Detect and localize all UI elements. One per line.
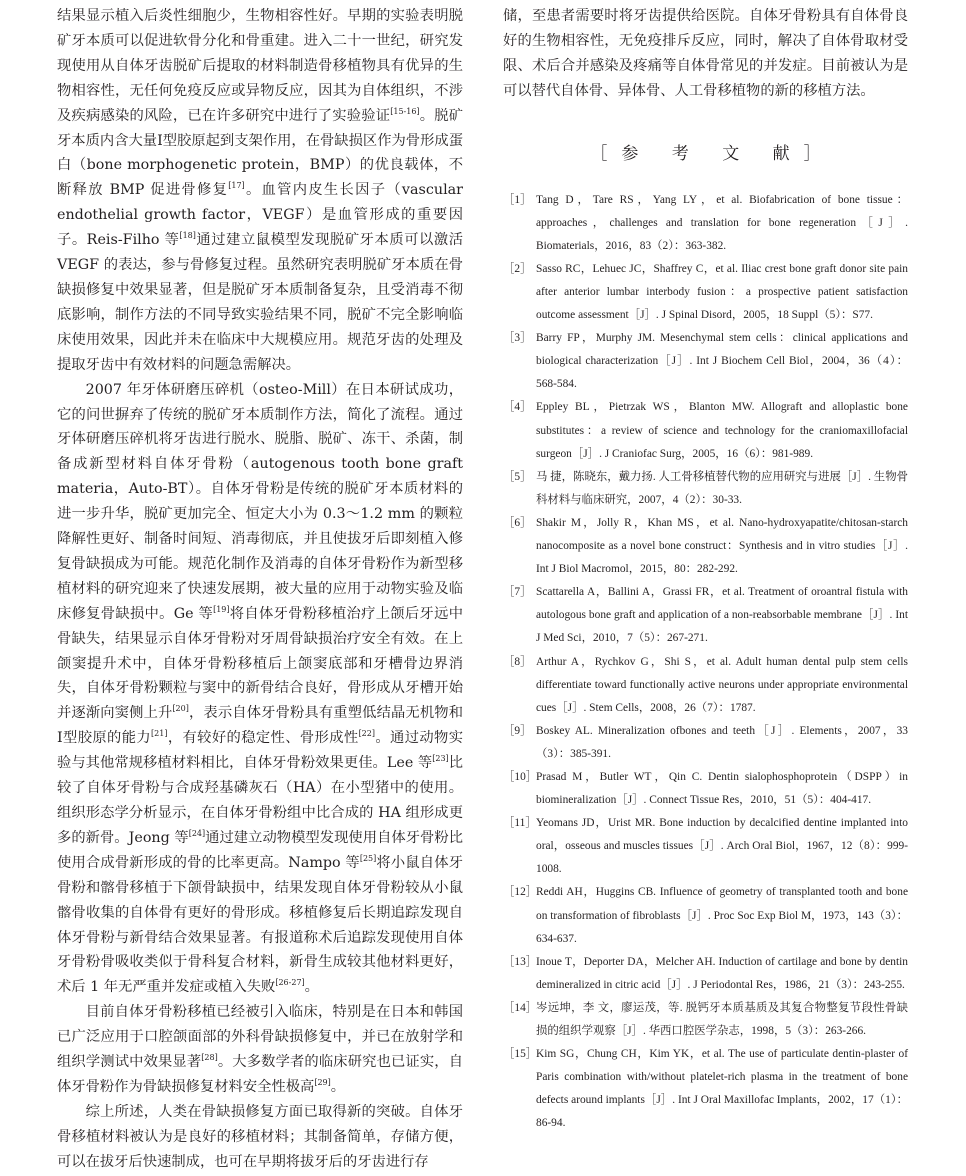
- reference-number: ［2］: [503, 262, 532, 275]
- citation-marker: [28]: [201, 1053, 218, 1063]
- citation-marker: [19]: [213, 604, 230, 614]
- citation-marker: [24]: [188, 828, 206, 838]
- reference-item: [503, 512, 908, 581]
- citation-marker: [23]: [432, 754, 449, 764]
- reference-item: [503, 951, 908, 997]
- references-title: ［参 考 文 献］: [590, 143, 835, 164]
- paragraph-text: 比较了自体牙骨粉与合成羟基磷灰石（HA）在小型猪中的使用。组织形态学分析显示，在自体牙骨粉组中比合成的 HA 组形成更多的新骨。Jeong 等: [57, 755, 463, 846]
- paragraph-text: 。大多数学者的临床研究也已证实，自体牙骨粉作为骨缺损修复材料安全性极高: [57, 1054, 464, 1095]
- citation-marker: [25]: [359, 853, 377, 863]
- reference-item: [503, 651, 908, 720]
- reference-item: [503, 997, 908, 1043]
- reference-number: ［5］: [503, 470, 532, 483]
- reference-item: [503, 396, 908, 465]
- paragraph-text: 目前自体牙骨粉移植已经被引入临床，特别是在日本和韩国已广泛应用于口腔颌面部的外科骨缺损修复中，并已在放射学和组织学测试中效果显著: [57, 1004, 463, 1071]
- reference-number: ［12］: [503, 886, 538, 899]
- reference-text: Kim SG，Chung CH，Kim YK，et al. The use of particulate dentin-plaster of Paris combination with/without platelet-rich plasma in the treatment of bone defects around implants［J］. Int J Oral Maxillofac Implants，2002，17（1）：86-94.: [536, 1048, 908, 1130]
- reference-text: Reddi AH，Huggins CB. Influence of geometry of transplanted tooth and bone on transformation of fibroblasts［J］. Proc Soc Exp Biol M，1973，143（3）：634-637.: [536, 886, 908, 945]
- reference-text: Arthur A，Rychkov G，Shi S，et al. Adult human dental pulp stem cells differentiate toward functionally active neurons under appropriate environmental cues［J］. Stem Cells，2008，26（7）：1787.: [536, 655, 908, 714]
- reference-text: 岑远坤，李 文，廖运茂，等. 脱钙牙本质基质及其复合物整复节段性骨缺损的组织学观察［J］. 华西口腔医学杂志，1998，5（3）：263-266.: [536, 1001, 908, 1037]
- citation-marker: [18]: [179, 231, 196, 241]
- right-column: [503, 4, 908, 1135]
- reference-text: Scattarella A，Ballini A，Grassi FR，et al. Treatment of oroantral fistula with autologous bone graft and application of a non-reabsorbable membrane［J］. Int J Med Sci，2010，7（5）：267-271.: [536, 586, 908, 645]
- paragraph-text: ，有较好的稳定性、骨形成性: [167, 730, 359, 747]
- reference-item: [503, 812, 908, 881]
- citation-marker: [17]: [228, 181, 245, 191]
- paragraph-text: 。脱矿牙本质内含大量Ⅰ型胶原起到支架作用，在骨缺损区作为骨形成蛋白（bone morphogenetic protein，BMP）的优良载体，不断释放 BMP 促进骨修复: [57, 107, 464, 199]
- reference-text: Prasad M，Butler WT，Qin C. Dentin sialophosphoprotein（DSPP）in biomineralization［J］. Connect Tissue Res，2010，51（5）：404-417.: [536, 770, 908, 807]
- reference-item: [503, 327, 908, 396]
- paragraph-text: 。通过动物实验与其他常规移植材料相比，自体牙骨粉效果更佳。Lee 等: [57, 730, 464, 772]
- paragraph-text: 结果显示植入后炎性细胞少，生物相容性好。早期的实验表明脱矿牙本质可以促进软骨分化和骨重建。进入二十一世纪，研究发现使用从自体牙齿脱矿后提取的材料制造骨移植物具有优异的生物相容性，无任何免疫反应或异物反应，因其为自体组织，不涉及疾病感染的风险，已在许多研究中进行了实验验证: [57, 8, 463, 124]
- reference-item: [503, 720, 908, 766]
- citation-marker: [29]: [314, 1077, 331, 1087]
- citation-marker: [15-16]: [390, 106, 420, 116]
- reference-text: Tang D，Tare RS，Yang LY，et al. Biofabrication of bone tissue：approaches，challenges and translation for bone regeneration［J］. Biomaterials，2016，83（2）：363-382.: [536, 193, 908, 252]
- body-paragraph: [57, 1100, 463, 1175]
- reference-number: ［3］: [503, 332, 532, 345]
- paragraph-text: 通过建立鼠模型发现脱矿牙本质可以激活 VEGF 的表达，参与骨修复过程。虽然研究表明脱矿牙本质在骨缺损修复中效果显著，但是脱矿牙本质制备复杂，且受消毒不彻底影响，制作方法的不同导致实验结果不同，脱矿不完全影响临床使用效果，因此并未在临床中大规模应用。规范牙齿的处理及提取牙齿中有效材料的问题急需解决。: [57, 232, 464, 373]
- citation-marker: [21]: [151, 729, 168, 739]
- reference-number: ［7］: [503, 586, 532, 599]
- references-list: [503, 189, 908, 1136]
- reference-text: Yeomans JD，Urist MR. Bone induction by decalcified dentine implanted into oral，osseous and muscles tissues［J］. Arch Oral Biol，1967，12（8）：999-1008.: [536, 817, 908, 876]
- reference-number: ［6］: [503, 516, 532, 529]
- body-paragraph: [57, 1000, 463, 1100]
- reference-item: [503, 1043, 908, 1135]
- reference-text: 马 捷，陈晓东，戴力扬. 人工骨移植替代物的应用研究与进展［J］. 生物骨科材料与临床研究，2007，4（2）：30-33.: [536, 470, 908, 506]
- paragraph-text: 将小鼠自体牙骨粉和髂骨移植于下颌骨缺损中，结果发现自体牙骨粉较从小鼠髂骨收集的自体骨有更好的骨形成。移植修复后长期追踪发现自体牙骨粉与新骨结合效果显著。有报道称术后追踪发现使用自体牙骨粉骨吸收类似于骨科复合材料，新骨生成较其他材料更好，术后 1 年无严重并发症或植入失败: [57, 854, 463, 996]
- reference-item: [503, 258, 908, 327]
- reference-item: [503, 881, 908, 950]
- reference-item: [503, 766, 908, 812]
- reference-item: [503, 466, 908, 512]
- reference-text: Shakir M，Jolly R，Khan MS，et al. Nano-hydroxyapatite/chitosan-starch nanocomposite as a novel bone construct：Synthesis and in vitro studies［J］. Int J Biol Macromol，2015，80：282-292.: [536, 516, 908, 576]
- paragraph-text: 。血管内皮生长因子（vascular endothelial growth factor，VEGF）是血管形成的重要因子。Reis-Filho 等: [57, 182, 463, 249]
- reference-text: Eppley BL，Pietrzak WS，Blanton MW. Allograft and alloplastic bone substitutes：a review of science and technology for the craniomaxillofacial surgeon［J］. J Craniofac Surg，2005，16（6）：981-989.: [536, 401, 908, 460]
- reference-number: ［11］: [503, 817, 537, 830]
- reference-item: [503, 189, 908, 258]
- reference-text: Boskey AL. Mineralization ofbones and teeth［J］. Elements，2007，33（3）：385-391.: [536, 724, 908, 760]
- reference-number: ［15］: [503, 1048, 538, 1061]
- citation-marker: [22]: [358, 729, 375, 739]
- paragraph-text: 通过建立动物模型发现使用自体牙骨粉比使用合成骨新形成的骨的比率更高。Nampo 等: [57, 829, 463, 871]
- citation-marker: [20]: [172, 704, 189, 714]
- paragraph-text: 。: [330, 1078, 346, 1095]
- body-paragraph: [57, 4, 463, 378]
- body-paragraph: [57, 378, 463, 1001]
- reference-text: Inoue T，Deporter DA，Melcher AH. Induction of cartilage and bone by dentin demineralized in citric acid［J］. J Periodontal Res，1986，21（3）：243-255.: [536, 955, 908, 991]
- reference-number: ［13］: [503, 955, 538, 968]
- paragraph-text: 综上所述，人类在骨缺损修复方面已取得新的突破。自体牙骨移植材料被认为是良好的移植材料；其制备简单，存储方便，可以在拔牙后快速制成，也可在早期将拔牙后的牙齿进行存: [57, 1103, 463, 1170]
- paragraph-text: 将自体牙骨粉移植治疗上颌后牙远中骨缺失，结果显示自体牙骨粉对牙周骨缺损治疗安全有效。在上颌窦提升术中，自体牙骨粉移植后上颌窦底部和牙槽骨边界消失，自体牙骨粉颗粒与窦中的新骨结合良好，骨形成从牙槽开始并逐渐向窦侧上升: [57, 605, 463, 722]
- reference-number: ［1］: [503, 193, 532, 206]
- paragraph-text: 。: [304, 979, 319, 996]
- continuation-paragraph: 储，至患者需要时将牙齿提供给医院。自体牙骨粉具有自体骨良好的生物相容性，无免疫排斥反应，同时，解决了自体骨取材受限、术后合并感染及疼痛等自体骨常见的并发症。目前被认为是可以替代自体骨、异体骨、人工骨移植物的新的移植方法。: [503, 8, 908, 99]
- reference-text: Sasso RC，Lehuec JC，Shaffrey C，et al. Iliac crest bone graft donor site pain after anterior lumbar interbody fusion：a prospective patient satisfaction outcome assessment［J］. J Spinal Disord，2005，18 Suppl（5）：S77.: [536, 262, 908, 322]
- reference-number: ［9］: [503, 724, 532, 737]
- citation-marker: [26-27]: [275, 978, 305, 988]
- left-column: [57, 4, 463, 1175]
- reference-number: ［14］: [503, 1001, 538, 1014]
- reference-text: Barry FP，Murphy JM. Mesenchymal stem cells：clinical applications and biological characterization［J］. Int J Biochem Cell Biol，2004，36（4）：568-584.: [536, 332, 908, 391]
- reference-number: ［8］: [503, 655, 532, 668]
- paragraph-text: 2007 年牙体研磨压碎机（osteo-Mill）在日本研试成功，它的问世摒弃了传统的脱矿牙本质制作方法，简化了流程。通过牙体研磨压碎机将牙齿进行脱水、脱脂、脱矿、冻干、杀菌，制备成新型材料自体牙骨粉（autogenous tooth bone graft materia，Auto-BT）。自体牙骨粉是传统的脱矿牙本质材料的进一步升华，脱矿更加完全、恒定大小为 0.3～1.2 mm 的颗粒降解性更好、制备时间短、消毒彻底，并且使拔牙后即刻植入修复骨缺损成为可能。规范化制作及消毒的自体牙骨粉作为新型移植材料的研究迎来了快速发展期，被大量的应用于动物实验及临床修复骨缺损中。Ge 等: [57, 381, 463, 622]
- reference-number: ［4］: [503, 401, 532, 414]
- reference-item: [503, 581, 908, 650]
- paragraph-text: ，表示自体牙骨粉具有重塑低结晶无机物和Ⅰ型胶原的能力: [57, 705, 464, 747]
- reference-number: ［10］: [503, 770, 538, 783]
